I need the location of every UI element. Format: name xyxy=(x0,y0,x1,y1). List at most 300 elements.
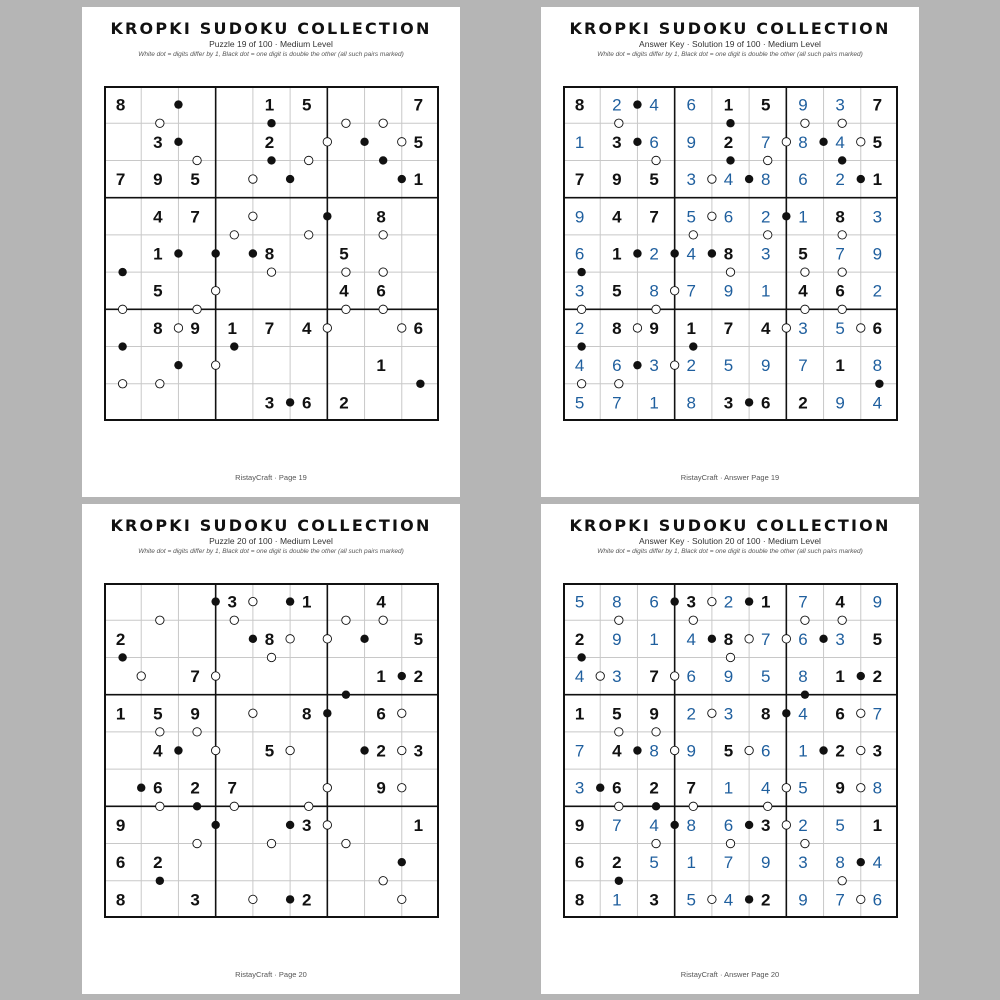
white-kropki-dot xyxy=(379,305,387,313)
solution-digit: 3 xyxy=(835,629,845,649)
black-kropki-dot xyxy=(342,690,350,698)
solution-digit: 3 xyxy=(835,95,845,115)
white-kropki-dot xyxy=(708,597,716,605)
solution-digit: 6 xyxy=(574,244,585,264)
white-kropki-dot xyxy=(211,672,219,680)
solution-digit: 7 xyxy=(798,356,808,376)
white-kropki-dot xyxy=(267,653,275,661)
black-kropki-dot xyxy=(211,249,219,257)
white-kropki-dot xyxy=(857,324,865,332)
given-digit: 3 xyxy=(649,890,659,910)
solution-digit: 3 xyxy=(723,704,734,724)
black-kropki-dot xyxy=(633,746,641,754)
given-digit: 3 xyxy=(612,132,622,152)
given-digit: 1 xyxy=(376,667,386,687)
given-digit: 5 xyxy=(190,170,200,190)
given-digit: 8 xyxy=(115,890,126,910)
white-kropki-dot xyxy=(615,119,623,127)
black-kropki-dot xyxy=(782,709,790,717)
page-title: KROPKI SUDOKU COLLECTION xyxy=(110,19,432,38)
page-subtitle: Puzzle 20 of 100 · Medium Level xyxy=(209,536,333,546)
black-kropki-dot xyxy=(726,119,734,127)
solution-digit: 7 xyxy=(612,815,622,835)
given-digit: 8 xyxy=(264,629,275,649)
given-digit: 6 xyxy=(301,393,312,413)
given-digit: 4 xyxy=(376,592,386,612)
black-kropki-dot xyxy=(286,597,294,605)
black-kropki-dot xyxy=(577,268,585,276)
white-kropki-dot xyxy=(708,709,716,717)
given-digit: 2 xyxy=(413,667,424,687)
solution-digit: 3 xyxy=(798,853,808,873)
given-digit: 7 xyxy=(413,95,424,115)
white-kropki-dot xyxy=(342,305,350,313)
solution-digit: 4 xyxy=(760,778,771,798)
solution-digit: 4 xyxy=(574,667,585,687)
white-kropki-dot xyxy=(249,895,257,903)
white-kropki-dot xyxy=(305,156,313,164)
given-digit: 2 xyxy=(376,741,386,761)
white-kropki-dot xyxy=(323,821,331,829)
white-kropki-dot xyxy=(838,305,846,313)
given-digit: 3 xyxy=(872,741,883,761)
black-kropki-dot xyxy=(286,821,294,829)
solution-digit: 1 xyxy=(798,207,808,227)
solution-digit: 2 xyxy=(686,704,697,724)
black-kropki-dot xyxy=(577,653,585,661)
given-digit: 4 xyxy=(760,318,771,338)
white-kropki-dot xyxy=(156,119,164,127)
white-kropki-dot xyxy=(342,268,350,276)
page-footer: RistayCraft · Page 20 xyxy=(235,970,307,979)
white-kropki-dot xyxy=(670,672,678,680)
white-kropki-dot xyxy=(249,212,257,220)
white-kropki-dot xyxy=(342,119,350,127)
solution-digit: 5 xyxy=(835,318,845,338)
given-digit: 9 xyxy=(115,815,126,835)
given-digit: 3 xyxy=(760,815,771,835)
given-digit: 8 xyxy=(723,629,734,649)
solution-digit: 2 xyxy=(760,207,771,227)
given-digit: 3 xyxy=(301,815,312,835)
black-kropki-dot xyxy=(174,249,182,257)
black-kropki-dot xyxy=(137,784,145,792)
black-kropki-dot xyxy=(875,380,883,388)
given-digit: 7 xyxy=(649,667,659,687)
given-digit: 1 xyxy=(574,704,585,724)
solution-digit: 5 xyxy=(760,667,771,687)
black-kropki-dot xyxy=(118,342,126,350)
given-digit: 5 xyxy=(153,704,163,724)
white-kropki-dot xyxy=(708,895,716,903)
given-digit: 8 xyxy=(723,244,734,264)
white-kropki-dot xyxy=(615,728,623,736)
white-kropki-dot xyxy=(801,305,809,313)
white-kropki-dot xyxy=(857,709,865,717)
white-kropki-dot xyxy=(211,361,219,369)
white-kropki-dot xyxy=(857,138,865,146)
black-kropki-dot xyxy=(782,212,790,220)
solution-digit: 7 xyxy=(798,592,808,612)
white-kropki-dot xyxy=(670,287,678,295)
white-kropki-dot xyxy=(323,324,331,332)
white-kropki-dot xyxy=(726,653,734,661)
white-kropki-dot xyxy=(708,175,716,183)
given-digit: 7 xyxy=(264,318,275,338)
given-digit: 9 xyxy=(649,318,659,338)
given-digit: 4 xyxy=(301,318,312,338)
black-kropki-dot xyxy=(286,175,294,183)
white-kropki-dot xyxy=(857,895,865,903)
black-kropki-dot xyxy=(577,342,585,350)
given-digit: 1 xyxy=(872,815,883,835)
black-kropki-dot xyxy=(745,821,753,829)
solution-digit: 9 xyxy=(723,281,734,301)
black-kropki-dot xyxy=(193,802,201,810)
page-subtitle: Answer Key · Solution 20 of 100 · Medium Level xyxy=(639,536,821,546)
given-digit: 4 xyxy=(612,741,622,761)
solution-digit: 1 xyxy=(686,853,697,873)
given-digit: 6 xyxy=(376,281,386,301)
given-digit: 8 xyxy=(835,207,845,227)
black-kropki-dot xyxy=(745,895,753,903)
solution-digit: 1 xyxy=(574,132,585,152)
solution-digit: 8 xyxy=(798,132,808,152)
given-digit: 7 xyxy=(872,95,883,115)
white-kropki-dot xyxy=(398,138,406,146)
solution-digit: 2 xyxy=(872,281,883,301)
page-footer: RistayCraft · Answer Page 19 xyxy=(680,473,780,482)
answer-page-19 xyxy=(541,7,919,497)
given-digit: 4 xyxy=(153,207,163,227)
given-digit: 9 xyxy=(612,170,622,190)
white-kropki-dot xyxy=(249,709,257,717)
solution-digit: 8 xyxy=(798,667,808,687)
solution-digit: 4 xyxy=(723,170,734,190)
white-kropki-dot xyxy=(782,784,790,792)
solution-digit: 4 xyxy=(872,853,883,873)
solution-digit: 7 xyxy=(760,629,771,649)
black-kropki-dot xyxy=(726,156,734,164)
given-digit: 3 xyxy=(686,592,697,612)
given-digit: 2 xyxy=(798,393,808,413)
white-kropki-dot xyxy=(801,839,809,847)
given-digit: 7 xyxy=(686,778,697,798)
page-title: KROPKI SUDOKU COLLECTION xyxy=(569,516,891,535)
black-kropki-dot xyxy=(708,635,716,643)
given-digit: 6 xyxy=(612,778,622,798)
white-kropki-dot xyxy=(726,268,734,276)
given-digit: 2 xyxy=(612,853,622,873)
page-title: KROPKI SUDOKU COLLECTION xyxy=(110,516,432,535)
given-digit: 8 xyxy=(376,207,386,227)
black-kropki-dot xyxy=(633,100,641,108)
given-digit: 8 xyxy=(574,95,585,115)
black-kropki-dot xyxy=(118,268,126,276)
white-kropki-dot xyxy=(398,324,406,332)
given-digit: 4 xyxy=(339,281,349,301)
given-digit: 5 xyxy=(612,704,622,724)
given-digit: 6 xyxy=(574,853,585,873)
given-digit: 2 xyxy=(574,629,585,649)
solution-digit: 9 xyxy=(872,244,883,264)
white-kropki-dot xyxy=(670,361,678,369)
solution-digit: 6 xyxy=(798,170,808,190)
white-kropki-dot xyxy=(193,839,201,847)
solution-digit: 5 xyxy=(798,778,808,798)
solution-digit: 4 xyxy=(723,890,734,910)
solution-digit: 1 xyxy=(612,890,622,910)
given-digit: 1 xyxy=(376,356,386,376)
white-kropki-dot xyxy=(801,119,809,127)
white-kropki-dot xyxy=(857,784,865,792)
given-digit: 1 xyxy=(153,244,163,264)
puzzle-page-19 xyxy=(82,7,460,497)
given-digit: 6 xyxy=(115,853,126,873)
black-kropki-dot xyxy=(267,119,275,127)
page-footer: RistayCraft · Page 19 xyxy=(235,473,307,482)
given-digit: 1 xyxy=(835,667,845,687)
given-digit: 5 xyxy=(872,132,883,152)
given-digit: 5 xyxy=(872,629,883,649)
solution-digit: 2 xyxy=(686,356,697,376)
solution-digit: 8 xyxy=(686,815,697,835)
given-digit: 5 xyxy=(153,281,163,301)
page-subtitle: Answer Key · Solution 19 of 100 · Medium Level xyxy=(639,39,821,49)
solution-digit: 2 xyxy=(835,170,845,190)
kropki-grid xyxy=(563,583,898,918)
solution-digit: 3 xyxy=(574,281,585,301)
white-kropki-dot xyxy=(838,616,846,624)
black-kropki-dot xyxy=(819,746,827,754)
white-kropki-dot xyxy=(156,380,164,388)
given-digit: 9 xyxy=(190,318,200,338)
black-kropki-dot xyxy=(174,138,182,146)
given-digit: 5 xyxy=(413,132,424,152)
given-digit: 8 xyxy=(264,244,275,264)
black-kropki-dot xyxy=(156,877,164,885)
given-digit: 2 xyxy=(723,132,734,152)
given-digit: 6 xyxy=(413,318,424,338)
given-digit: 2 xyxy=(264,132,275,152)
rules-note: White dot = digits differ by 1, Black dot = one digit is double the other (all such pairs marked) xyxy=(597,548,863,555)
white-kropki-dot xyxy=(801,268,809,276)
solution-digit: 9 xyxy=(760,853,771,873)
page-footer: RistayCraft · Answer Page 20 xyxy=(680,970,780,979)
white-kropki-dot xyxy=(230,231,238,239)
given-digit: 6 xyxy=(835,281,845,301)
white-kropki-dot xyxy=(286,635,294,643)
black-kropki-dot xyxy=(286,398,294,406)
black-kropki-dot xyxy=(286,895,294,903)
black-kropki-dot xyxy=(211,821,219,829)
solution-digit: 5 xyxy=(574,592,585,612)
given-digit: 5 xyxy=(339,244,349,264)
white-kropki-dot xyxy=(323,635,331,643)
white-kropki-dot xyxy=(118,380,126,388)
white-kropki-dot xyxy=(230,802,238,810)
solution-digit: 6 xyxy=(686,667,697,687)
white-kropki-dot xyxy=(323,138,331,146)
black-kropki-dot xyxy=(174,746,182,754)
kropki-grid xyxy=(104,583,439,918)
solution-digit: 2 xyxy=(723,592,734,612)
rules-note: White dot = digits differ by 1, Black dot = one digit is double the other (all such pairs marked) xyxy=(597,51,863,58)
given-digit: 7 xyxy=(227,778,238,798)
black-kropki-dot xyxy=(633,138,641,146)
kropki-grid xyxy=(563,86,898,421)
black-kropki-dot xyxy=(174,361,182,369)
white-kropki-dot xyxy=(670,746,678,754)
solution-digit: 2 xyxy=(574,318,585,338)
solution-digit: 2 xyxy=(798,815,808,835)
white-kropki-dot xyxy=(782,324,790,332)
black-kropki-dot xyxy=(708,249,716,257)
solution-digit: 4 xyxy=(872,393,883,413)
solution-digit: 3 xyxy=(612,667,622,687)
given-digit: 5 xyxy=(264,741,275,761)
white-kropki-dot xyxy=(267,268,275,276)
rules-note: White dot = digits differ by 1, Black dot = one digit is double the other (all such pairs marked) xyxy=(138,548,404,555)
black-kropki-dot xyxy=(416,380,424,388)
white-kropki-dot xyxy=(342,839,350,847)
white-kropki-dot xyxy=(838,119,846,127)
white-kropki-dot xyxy=(379,877,387,885)
black-kropki-dot xyxy=(670,249,678,257)
given-digit: 2 xyxy=(301,890,312,910)
black-kropki-dot xyxy=(857,672,865,680)
solution-digit: 9 xyxy=(574,207,585,227)
given-digit: 7 xyxy=(190,667,200,687)
solution-digit: 7 xyxy=(835,890,845,910)
black-kropki-dot xyxy=(670,597,678,605)
given-digit: 2 xyxy=(835,741,845,761)
white-kropki-dot xyxy=(193,305,201,313)
black-kropki-dot xyxy=(360,635,368,643)
given-digit: 8 xyxy=(612,318,622,338)
given-digit: 1 xyxy=(301,592,312,612)
puzzle-page-20 xyxy=(82,504,460,994)
given-digit: 2 xyxy=(190,778,200,798)
white-kropki-dot xyxy=(577,305,585,313)
given-digit: 9 xyxy=(574,815,585,835)
white-kropki-dot xyxy=(249,597,257,605)
solution-digit: 8 xyxy=(649,281,659,301)
solution-digit: 6 xyxy=(723,207,734,227)
given-digit: 5 xyxy=(612,281,622,301)
given-digit: 6 xyxy=(153,778,163,798)
given-digit: 4 xyxy=(835,592,845,612)
solution-digit: 1 xyxy=(649,629,659,649)
given-digit: 3 xyxy=(723,393,734,413)
given-digit: 4 xyxy=(798,281,808,301)
black-kropki-dot xyxy=(360,138,368,146)
white-kropki-dot xyxy=(211,287,219,295)
given-digit: 9 xyxy=(835,778,845,798)
white-kropki-dot xyxy=(838,877,846,885)
white-kropki-dot xyxy=(249,175,257,183)
solution-digit: 7 xyxy=(574,741,585,761)
given-digit: 2 xyxy=(153,853,163,873)
solution-digit: 8 xyxy=(649,741,659,761)
given-digit: 1 xyxy=(264,95,275,115)
given-digit: 7 xyxy=(649,207,659,227)
black-kropki-dot xyxy=(652,802,660,810)
white-kropki-dot xyxy=(838,231,846,239)
given-digit: 6 xyxy=(376,704,386,724)
given-digit: 7 xyxy=(190,207,200,227)
white-kropki-dot xyxy=(156,728,164,736)
white-kropki-dot xyxy=(857,746,865,754)
black-kropki-dot xyxy=(633,361,641,369)
given-digit: 6 xyxy=(760,393,771,413)
solution-digit: 4 xyxy=(798,704,808,724)
solution-digit: 4 xyxy=(686,629,697,649)
answer-page-20 xyxy=(541,504,919,994)
white-kropki-dot xyxy=(764,156,772,164)
rules-note: White dot = digits differ by 1, Black dot = one digit is double the other (all such pairs marked) xyxy=(138,51,404,58)
black-kropki-dot xyxy=(211,597,219,605)
black-kropki-dot xyxy=(118,653,126,661)
solution-digit: 9 xyxy=(798,95,808,115)
page-title: KROPKI SUDOKU COLLECTION xyxy=(569,19,891,38)
solution-digit: 6 xyxy=(649,132,659,152)
solution-digit: 1 xyxy=(760,281,771,301)
given-digit: 9 xyxy=(190,704,200,724)
solution-digit: 5 xyxy=(649,853,659,873)
solution-digit: 6 xyxy=(649,592,659,612)
page-subtitle: Puzzle 19 of 100 · Medium Level xyxy=(209,39,333,49)
given-digit: 1 xyxy=(872,170,883,190)
solution-digit: 6 xyxy=(612,356,622,376)
black-kropki-dot xyxy=(745,398,753,406)
white-kropki-dot xyxy=(745,746,753,754)
black-kropki-dot xyxy=(857,858,865,866)
solution-digit: 9 xyxy=(686,741,697,761)
black-kropki-dot xyxy=(819,635,827,643)
solution-digit: 6 xyxy=(760,741,771,761)
white-kropki-dot xyxy=(305,231,313,239)
black-kropki-dot xyxy=(323,709,331,717)
solution-digit: 7 xyxy=(835,244,845,264)
solution-digit: 7 xyxy=(723,853,734,873)
given-digit: 1 xyxy=(413,170,424,190)
black-kropki-dot xyxy=(249,635,257,643)
black-kropki-dot xyxy=(857,175,865,183)
given-digit: 8 xyxy=(760,704,771,724)
white-kropki-dot xyxy=(764,231,772,239)
given-digit: 7 xyxy=(723,318,734,338)
white-kropki-dot xyxy=(323,784,331,792)
black-kropki-dot xyxy=(596,784,604,792)
black-kropki-dot xyxy=(267,156,275,164)
black-kropki-dot xyxy=(398,858,406,866)
white-kropki-dot xyxy=(137,672,145,680)
black-kropki-dot xyxy=(615,877,623,885)
solution-digit: 9 xyxy=(872,592,883,612)
given-digit: 6 xyxy=(872,318,883,338)
solution-digit: 3 xyxy=(574,778,585,798)
given-digit: 4 xyxy=(153,741,163,761)
given-digit: 5 xyxy=(723,741,734,761)
white-kropki-dot xyxy=(615,802,623,810)
white-kropki-dot xyxy=(577,380,585,388)
white-kropki-dot xyxy=(652,156,660,164)
white-kropki-dot xyxy=(689,802,697,810)
white-kropki-dot xyxy=(689,231,697,239)
solution-digit: 8 xyxy=(872,356,883,376)
solution-digit: 4 xyxy=(686,244,697,264)
